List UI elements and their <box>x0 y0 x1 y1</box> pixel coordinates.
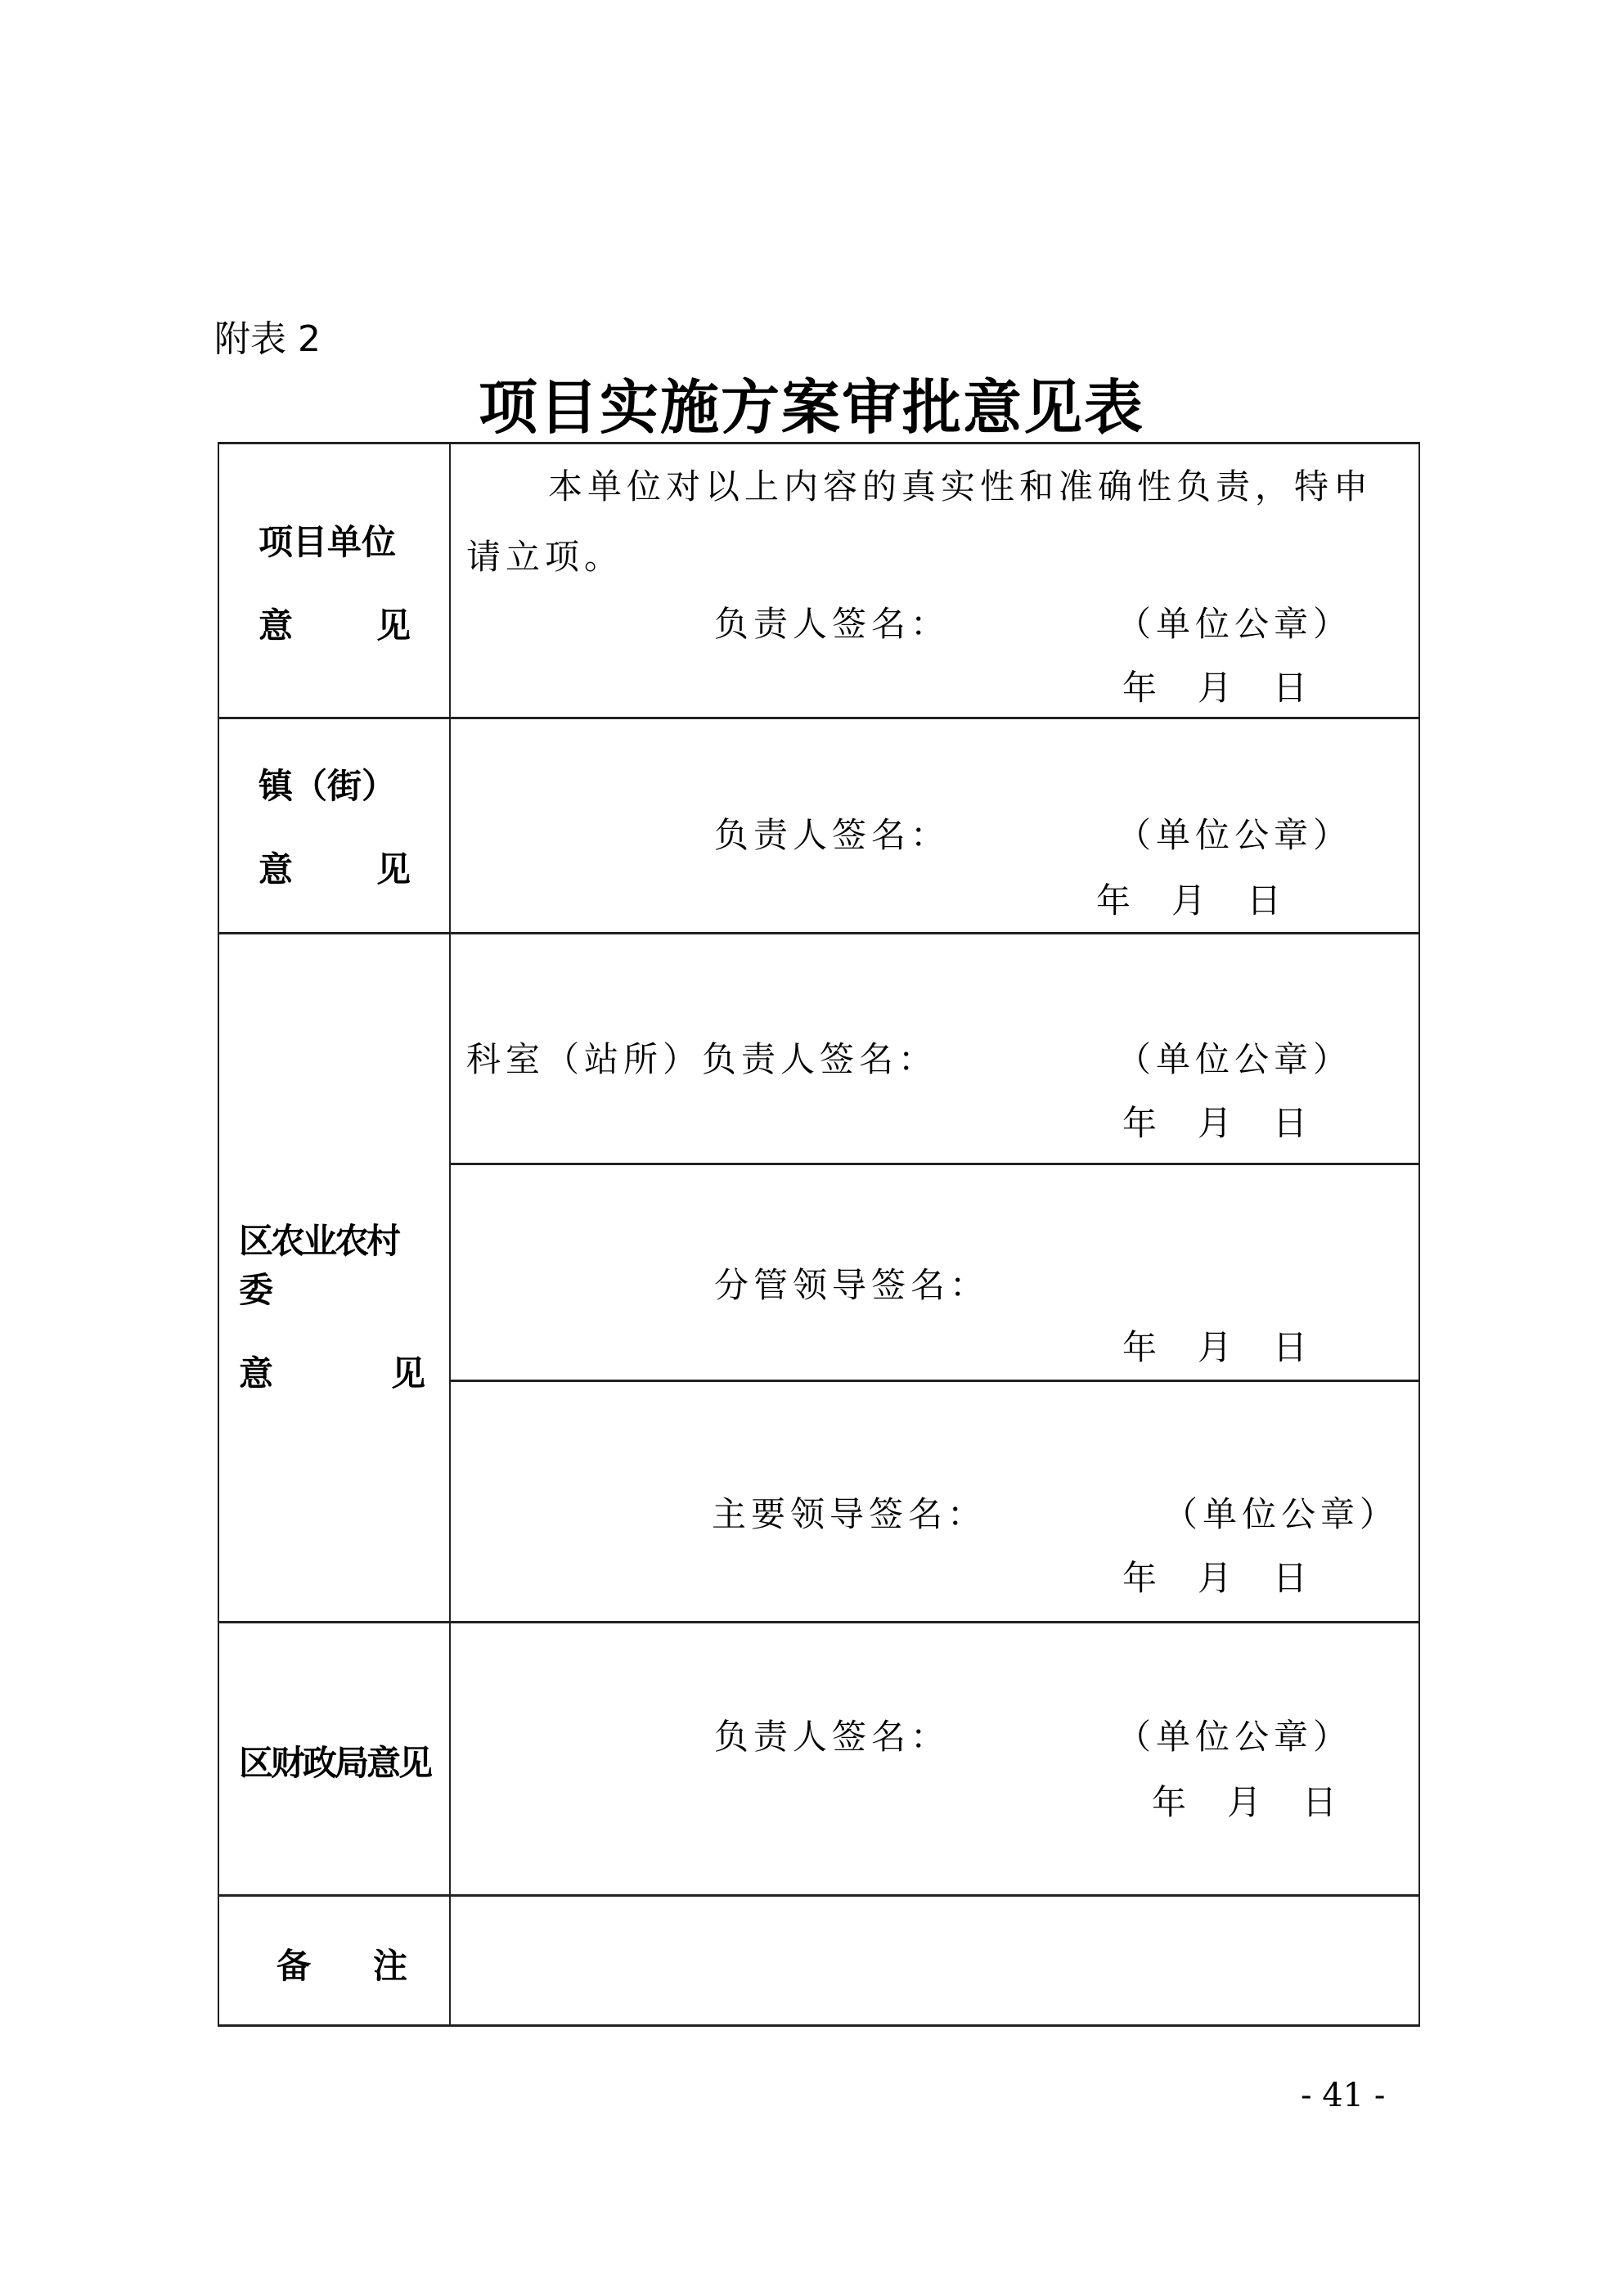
label-line <box>259 599 411 648</box>
row-label-remarks <box>219 1939 450 1988</box>
date-day: 日 <box>1302 1782 1342 1822</box>
label-char: 见 <box>375 606 411 646</box>
page-number: - 41 - <box>1301 2077 1386 2114</box>
signature-field-deputy[interactable]: 分管领导签名： <box>714 1265 990 1305</box>
table-border-bottom <box>218 2024 1420 2027</box>
subrow-divider <box>450 1163 1420 1165</box>
signature-field[interactable]: 负责人签名： <box>714 815 951 855</box>
seal-field: （单位公章） <box>1163 1494 1400 1534</box>
signature-field-principal[interactable]: 主要领导签名： <box>712 1494 987 1534</box>
remarks-field[interactable] <box>452 1897 1417 2023</box>
date-month: 月 <box>1198 1103 1238 1143</box>
seal-field: （单位公章） <box>1117 815 1353 855</box>
row-label-finance-bureau <box>219 1736 450 1785</box>
row-divider <box>218 717 1420 719</box>
signature-field-section[interactable]: 科室（站所）负责人签名： <box>466 1039 938 1079</box>
date-day: 日 <box>1273 1327 1313 1367</box>
seal-field: （单位公章） <box>1117 1039 1353 1079</box>
label-char: 意 <box>259 606 294 646</box>
date-year: 年 <box>1152 1782 1192 1822</box>
date-field[interactable] <box>1122 1096 1312 1146</box>
date-month: 月 <box>1198 1327 1238 1367</box>
date-month: 月 <box>1227 1782 1267 1822</box>
label-line <box>259 843 411 892</box>
label-char: 见 <box>390 1353 425 1393</box>
label-char: 见 <box>375 849 411 889</box>
date-field[interactable] <box>1096 874 1286 923</box>
label-char: 意 <box>259 849 294 889</box>
table-border-top <box>218 442 1420 444</box>
row-label-project-unit <box>219 515 453 648</box>
date-field[interactable] <box>1122 1321 1312 1370</box>
subrow-divider <box>450 1380 1420 1382</box>
date-field[interactable] <box>1122 661 1312 710</box>
row-label-town <box>219 759 453 892</box>
date-month: 月 <box>1171 880 1212 921</box>
date-field[interactable] <box>1152 1776 1342 1825</box>
label-line: 项目单位 <box>259 522 397 562</box>
seal-field: （单位公章） <box>1117 1717 1353 1757</box>
date-day: 日 <box>1273 1558 1313 1598</box>
date-year: 年 <box>1122 1103 1162 1143</box>
date-year: 年 <box>1122 1327 1162 1367</box>
label-char: 注 <box>372 1946 407 1986</box>
label-char: 备 <box>276 1946 312 1986</box>
seal-field: （单位公章） <box>1117 604 1353 644</box>
date-day: 日 <box>1273 668 1313 708</box>
label-line: 镇（街） <box>259 766 397 806</box>
row-divider <box>218 932 1420 934</box>
date-year: 年 <box>1096 880 1136 921</box>
page-title: 项目实施方案审批意见表 <box>478 372 1144 442</box>
statement-line-1: 本单位对以上内容的真实性和准确性负责，特申 <box>548 466 1373 506</box>
attachment-label: 附表 2 <box>214 318 321 360</box>
row-divider <box>218 1621 1420 1623</box>
date-year: 年 <box>1122 668 1162 708</box>
label-line: 区财政局意见 <box>239 1743 431 1783</box>
table-border-right <box>1418 442 1420 2027</box>
signature-field[interactable]: 负责人签名： <box>714 1717 951 1757</box>
date-year: 年 <box>1122 1558 1162 1598</box>
label-char: 意 <box>239 1353 274 1393</box>
label-line <box>276 1939 407 1988</box>
date-day: 日 <box>1273 1103 1313 1143</box>
label-line <box>239 1347 425 1396</box>
row-label-agri-committee <box>219 1214 450 1396</box>
date-month: 月 <box>1198 668 1238 708</box>
label-line: 区农业农村委 <box>239 1221 399 1310</box>
signature-field[interactable]: 负责人签名： <box>714 604 951 644</box>
date-day: 日 <box>1247 880 1287 921</box>
date-month: 月 <box>1198 1558 1238 1598</box>
date-field[interactable] <box>1122 1551 1312 1600</box>
statement-line-2: 请立项。 <box>466 537 624 577</box>
